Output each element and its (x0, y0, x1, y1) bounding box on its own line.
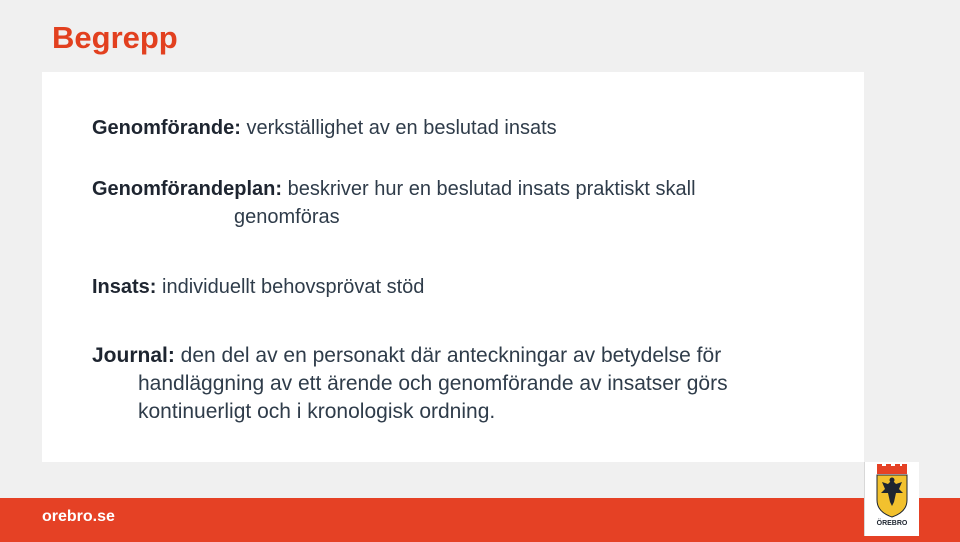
slide-title: Begrepp (52, 20, 178, 55)
footer-bar (0, 498, 960, 542)
definition-text-continued: genomföras (234, 206, 340, 228)
definition-term: Insats: (92, 276, 157, 298)
definition-term: Journal: (92, 344, 175, 367)
definition-text-continued: kontinuerligt och i kronologisk ordning. (138, 400, 496, 423)
logo-label: ÖREBRO (876, 520, 908, 527)
definition-term: Genomförandeplan: (92, 178, 283, 200)
definition-genomforandeplan (92, 175, 792, 231)
coat-of-arms-icon (865, 462, 919, 520)
definition-term: Genomförande: (92, 117, 241, 139)
definition-text: individuellt behovsprövat stöd (156, 276, 425, 298)
definition-text: beskriver hur en beslutad insats praktiskt skall (282, 178, 696, 200)
definition-genomforande (92, 114, 557, 142)
orebro-logo (864, 462, 919, 536)
footer-website-link[interactable]: orebro.se (42, 508, 115, 525)
definition-journal (92, 342, 832, 426)
content-box (42, 72, 864, 462)
definition-text-continued: handläggning av ett ärende och genomförande av insatser görs (138, 372, 728, 395)
definition-text: den del av en personakt där anteckningar av betydelse för (174, 344, 722, 367)
definition-text: verkställighet av en beslutad insats (240, 117, 557, 139)
definition-insats (92, 273, 424, 301)
